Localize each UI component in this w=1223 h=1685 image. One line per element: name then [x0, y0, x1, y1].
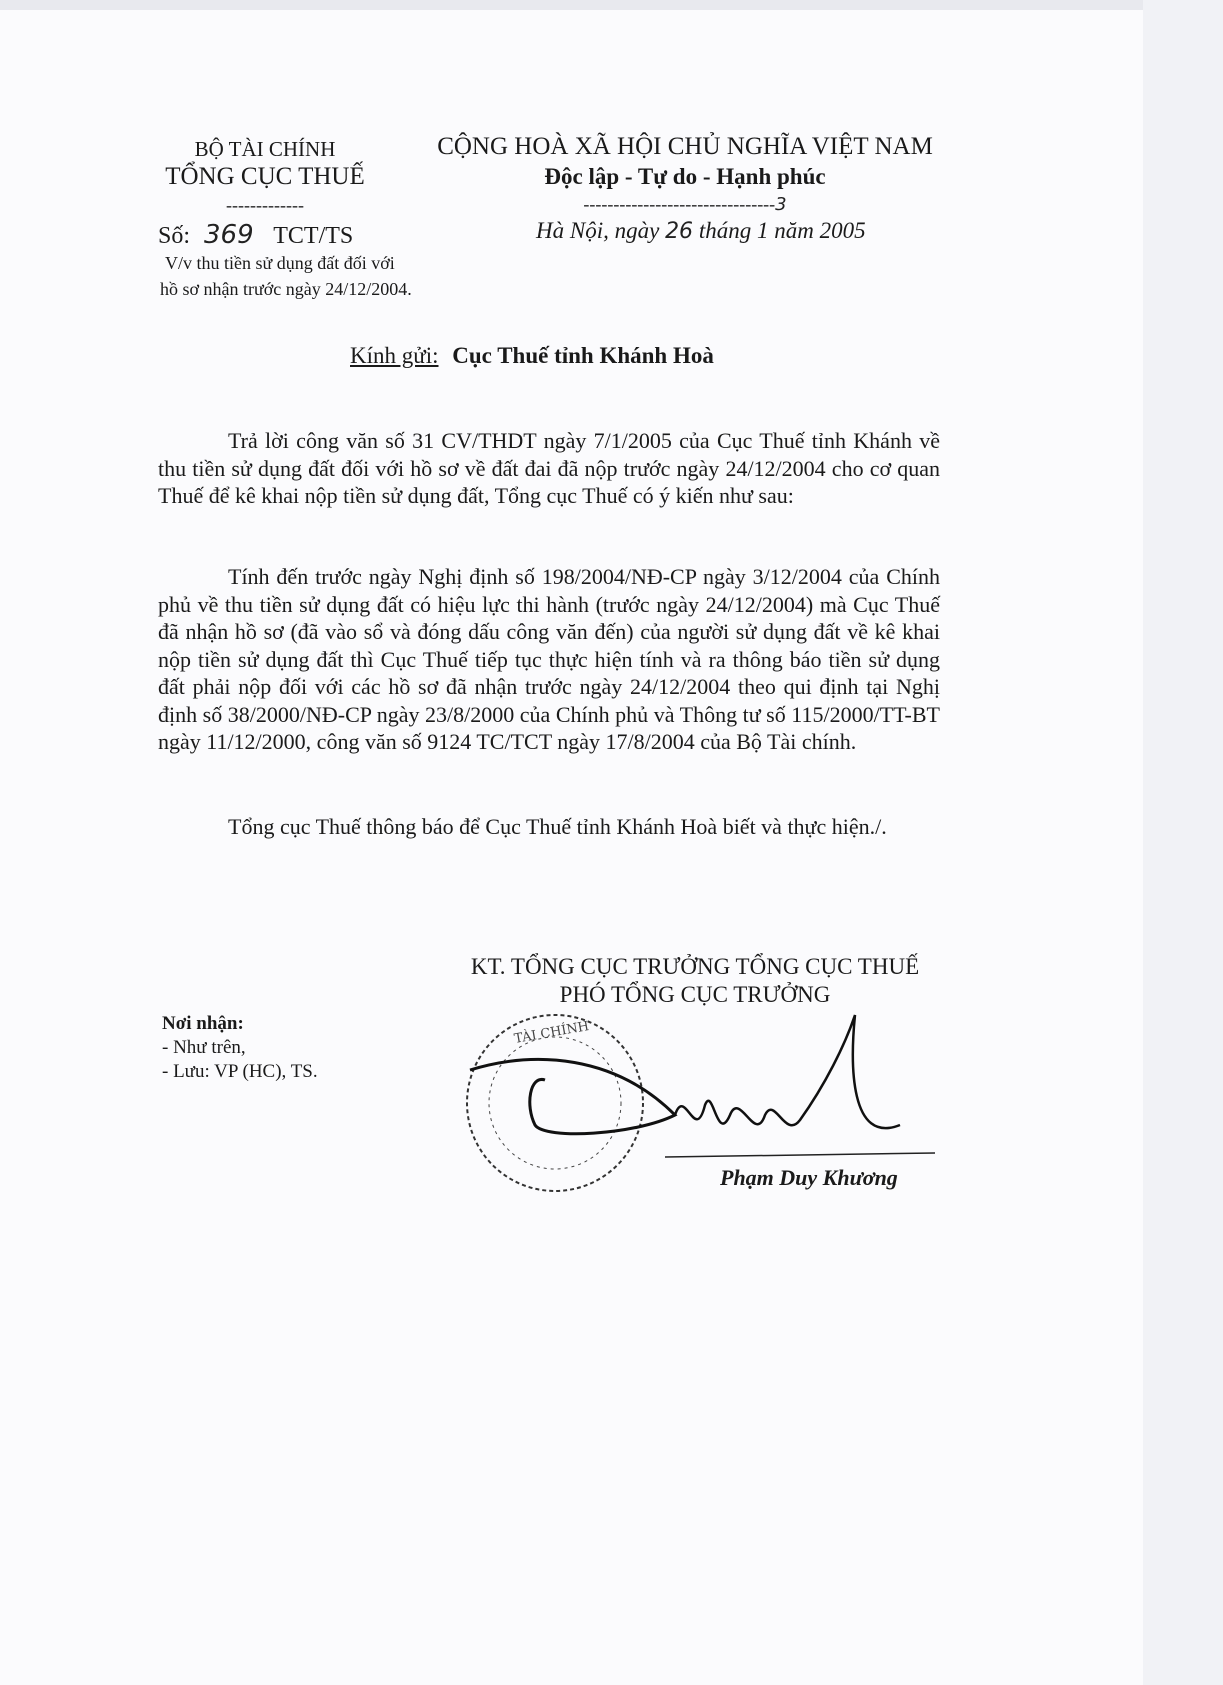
header-left-divider: ------------- [226, 195, 304, 215]
recipient-label: Kính gửi: [350, 343, 439, 368]
number-suffix: TCT/TS [273, 223, 354, 249]
date-line [536, 218, 866, 244]
motto: Độc lập - Tự do - Hạnh phúc [544, 164, 826, 189]
scan-top-edge [0, 0, 1223, 10]
date-rest: tháng 1 năm 2005 [698, 218, 866, 243]
document-number [158, 220, 353, 250]
header-left [150, 136, 380, 216]
svg-text:TÀI CHÍNH: TÀI CHÍNH [513, 1019, 591, 1047]
signature-title-line-1: KT. TỔNG CỤC TRƯỞNG TỔNG CỤC THUẾ [470, 954, 920, 979]
signature-title-line-2: PHÓ TỔNG CỤC TRƯỞNG [559, 982, 831, 1007]
date-prefix: Hà Nội, ngày [536, 218, 660, 243]
date-day: 26 [665, 219, 694, 244]
recipient-line [350, 343, 714, 369]
subject [160, 250, 412, 302]
scan-right-edge [1143, 0, 1223, 1685]
nation-name: CỘNG HOÀ XÃ HỘI CHỦ NGHĨA VIỆT NAM [437, 133, 933, 160]
subject-line-1: V/v thu tiền sử dụng đất đối với [165, 253, 395, 273]
body-paragraph-3: Tổng cục Thuế thông báo để Cục Thuế tỉnh Khánh Hoà biết và thực hiện./. [228, 814, 887, 839]
body-paragraph-1: Trả lời công văn số 31 CV/THDT ngày 7/1/2005 của Cục Thuế tỉnh Khánh về thu tiền sử dụng đất đối với hồ sơ về đất đai đã nộp trước ngày 24/12/2004 cho cơ quan Thuế để kê khai nộp tiền sử dụng đất, Tổng cục Thuế có ý kiến như sau: [158, 428, 940, 508]
recipients-item: - Như trên, [162, 1037, 246, 1058]
header-right [430, 132, 940, 217]
recipients-list [162, 1012, 318, 1084]
number-handwritten: 369 [204, 220, 254, 250]
recipients-label: Nơi nhận: [162, 1013, 244, 1034]
header-right-divider: --------------------------------3 [583, 194, 787, 215]
body-paragraph-2: Tính đến trước ngày Nghị định số 198/2004/NĐ-CP ngày 3/12/2004 của Chính phủ về thu tiền sử dụng đất có hiệu lực thi hành (trước ngày 24/12/2004) mà Cục Thuế đã nhận hồ sơ (đã vào sổ và đóng dấu công văn đến) của người sử dụng đất về kê khai nộp tiền sử dụng đất thì Cục Thuế tiếp tục thực hiện tính và ra thông báo tiền sử dụng đất phải nộp đối với các hồ sơ đã nhận trước ngày 24/12/2004 theo qui định tại Nghị định số 38/2000/NĐ-CP ngày 23/8/2000 của Chính phủ và Thông tư số 115/2000/TT-BT ngày 11/12/2000, công văn số 9124 TC/TCT ngày 17/8/2004 của Bộ Tài chính. [158, 564, 940, 754]
divider-mark: 3 [775, 194, 787, 215]
subject-line-2: hồ sơ nhận trước ngày 24/12/2004. [160, 279, 412, 299]
number-label: Số: [158, 223, 191, 249]
signer-name: Phạm Duy Khương [720, 1165, 898, 1190]
recipient-name: Cục Thuế tỉnh Khánh Hoà [452, 343, 714, 368]
ministry-name: BỘ TÀI CHÍNH [194, 137, 336, 161]
department-name: TỔNG CỤC THUẾ [165, 163, 365, 190]
signature-title [440, 953, 950, 1009]
recipients-item: - Lưu: VP (HC), TS. [162, 1061, 318, 1082]
